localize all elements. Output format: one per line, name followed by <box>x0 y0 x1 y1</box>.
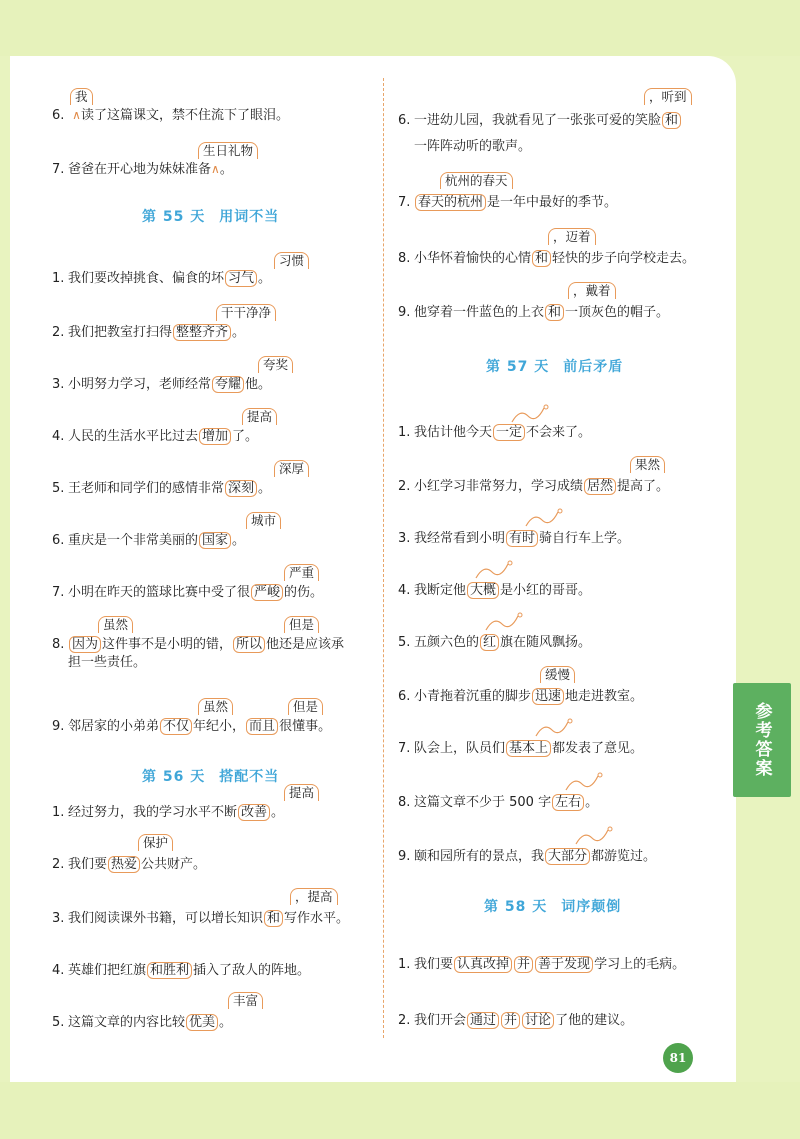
marked-word: 大概 <box>467 582 499 599</box>
sentence-text: 经过努力，我的学习水平不断 <box>68 805 238 820</box>
item-number: 7. <box>398 195 411 210</box>
answer-item <box>52 1014 232 1032</box>
sentence-text: 插入了敌人的阵地。 <box>193 963 311 978</box>
answer-item <box>398 478 669 496</box>
sentence-text: 旗在随风飘扬。 <box>500 635 592 650</box>
sentence-text: 王老师和同学们的感情非常 <box>68 481 225 496</box>
sentence-text: 地走进教室。 <box>565 689 644 704</box>
sentence-text: 小华怀着愉快的心情 <box>414 251 532 266</box>
sentence-text: 英雄们把红旗 <box>68 963 147 978</box>
item-number: 1. <box>398 425 411 440</box>
sentence-text: 这篇文章不少于 500 字 <box>414 795 552 810</box>
answer-item <box>398 582 591 600</box>
answer-item <box>52 856 206 874</box>
item-number: 6. <box>398 689 411 704</box>
insert-caret-icon: ∧ <box>72 108 81 122</box>
item-number: 1. <box>52 805 65 820</box>
section-day: 第 57 天 <box>486 359 550 375</box>
sentence-text: 他还是应该承 <box>266 637 345 652</box>
marked-word: 深刻 <box>225 480 257 497</box>
right-margin <box>736 56 800 1082</box>
marked-word: 不仅 <box>160 718 192 735</box>
sentence-text: 提高了。 <box>617 479 670 494</box>
item-number: 2. <box>52 325 65 340</box>
sentence-text: 写作水平。 <box>284 911 350 926</box>
item-number: 7. <box>52 162 65 177</box>
section-name: 前后矛盾 <box>563 359 624 375</box>
item-number: 1. <box>398 957 411 972</box>
insert-correction: 生日礼物 <box>198 142 258 159</box>
page-panel <box>10 56 736 1082</box>
answer-item <box>398 424 591 442</box>
sentence-text: 了他的建议。 <box>555 1013 634 1028</box>
item-number: 2. <box>52 857 65 872</box>
sentence-text: 我们要改掉挑食、偏食的坏 <box>68 271 225 286</box>
marked-word: 和 <box>662 112 681 129</box>
insert-correction: 保护 <box>138 834 173 851</box>
marked-word: 严峻 <box>251 584 283 601</box>
sentence-text: 队会上，队员们 <box>414 741 506 756</box>
section-name: 用词不当 <box>219 209 280 225</box>
insert-correction: 习惯 <box>274 252 309 269</box>
sentence-text: 爸爸在开心地为妹妹准备 <box>68 162 212 177</box>
section-title-57 <box>486 356 637 376</box>
sentence-text: 小青拖着沉重的脚步 <box>414 689 532 704</box>
answer-item <box>398 688 643 706</box>
sentence-text: 重庆是一个非常美丽的 <box>68 533 199 548</box>
answer-item <box>52 160 233 179</box>
sentence-text: 了。 <box>232 429 259 444</box>
marked-word: 善于发现 <box>535 956 593 973</box>
insert-correction: 严重 <box>284 564 319 581</box>
answer-item <box>398 740 643 758</box>
sentence-text: 这件事不是小明的错， <box>102 637 233 652</box>
marked-word: 居然 <box>584 478 616 495</box>
answer-item <box>398 1012 633 1030</box>
insert-correction: 城市 <box>246 512 281 529</box>
sentence-end: 。 <box>219 162 233 177</box>
insert-correction: 缓慢 <box>540 666 575 683</box>
answer-section-tab <box>733 683 791 797</box>
marked-word: 整整齐齐 <box>173 324 231 341</box>
item-number: 9. <box>52 719 65 734</box>
sentence-text: 。 <box>271 805 285 820</box>
item-number: 6. <box>52 533 65 548</box>
marked-word: 有时 <box>506 530 538 547</box>
item-number: 5. <box>52 1015 65 1030</box>
marked-word: 所以 <box>233 636 265 653</box>
insert-correction: 丰富 <box>228 992 263 1009</box>
answer-item <box>52 324 245 342</box>
insert-correction: 但是 <box>284 616 319 633</box>
answer-item <box>52 962 310 980</box>
answer-item <box>398 956 685 974</box>
answer-item <box>52 428 258 446</box>
answer-item <box>398 848 656 866</box>
sentence-text: 学习上的毛病。 <box>594 957 686 972</box>
answer-item <box>52 106 289 125</box>
marked-word: 认真改掉 <box>454 956 512 973</box>
marked-word: 大部分 <box>545 848 590 865</box>
item-number: 5. <box>398 635 411 650</box>
marked-word: 讨论 <box>522 1012 554 1029</box>
marked-word: 左右 <box>552 794 584 811</box>
sentence-text: 的伤。 <box>284 585 324 600</box>
answer-item <box>52 718 331 736</box>
sentence-text: 一顶灰色的帽子。 <box>565 305 670 320</box>
sentence-text: 。 <box>232 325 246 340</box>
marked-word: 夸耀 <box>212 376 244 393</box>
deletion-mark-icon <box>474 560 514 580</box>
item-number: 3. <box>52 377 65 392</box>
section-day: 第 56 天 <box>142 769 206 785</box>
answer-item <box>398 250 695 268</box>
marked-word: 一定 <box>493 424 525 441</box>
column-divider <box>383 78 384 1038</box>
sentence-text: 很懂事。 <box>279 719 332 734</box>
sentence-text: 。 <box>258 481 272 496</box>
marked-word: 迅速 <box>532 688 564 705</box>
sentence-text: 骑自行车上学。 <box>539 531 631 546</box>
insert-correction: 深厚 <box>274 460 309 477</box>
marked-word: 基本上 <box>506 740 551 757</box>
answer-item <box>398 304 669 322</box>
marked-word: 和 <box>532 250 551 267</box>
marked-word: 并 <box>501 1012 520 1029</box>
sentence-text: 读了这篇课文，禁不住流下了眼泪。 <box>80 108 289 123</box>
answer-item <box>52 804 284 822</box>
insert-correction: 果然 <box>630 456 665 473</box>
item-number: 4. <box>52 429 65 444</box>
deletion-mark-icon <box>574 826 614 846</box>
sentence-text: 。 <box>258 271 272 286</box>
item-number: 8. <box>398 795 411 810</box>
sentence-text: 是小红的哥哥。 <box>500 583 592 598</box>
marked-word: 增加 <box>199 428 231 445</box>
item-number: 9. <box>398 849 411 864</box>
marked-word: 热爱 <box>108 856 140 873</box>
marked-word: 并 <box>514 956 533 973</box>
sentence-text: 人民的生活水平比过去 <box>68 429 199 444</box>
sentence-text: 。 <box>585 795 599 810</box>
answer-item <box>52 376 271 394</box>
answer-item <box>398 794 598 812</box>
item-number: 7. <box>398 741 411 756</box>
insert-correction: 提高 <box>242 408 277 425</box>
item-number: 7. <box>52 585 65 600</box>
insert-correction: 杭州的春天 <box>440 172 513 189</box>
sentence-text: 一进幼儿园，我就看见了一张张可爱的笑脸 <box>414 113 662 128</box>
marked-word: 而且 <box>246 718 278 735</box>
answer-item <box>398 634 591 652</box>
marked-word: 通过 <box>467 1012 499 1029</box>
section-name: 搭配不当 <box>219 769 280 785</box>
sentence-text: 我经常看到小明 <box>414 531 506 546</box>
sentence-text: 我估计他今天 <box>414 425 493 440</box>
marked-word: 和 <box>545 304 564 321</box>
answer-item <box>52 584 323 602</box>
sentence-text: 是一年中最好的季节。 <box>487 195 618 210</box>
sentence-text: 这篇文章的内容比较 <box>68 1015 186 1030</box>
insert-correction: 干干净净 <box>216 304 276 321</box>
deletion-mark-icon <box>510 404 550 424</box>
item-number: 6. <box>52 108 65 123</box>
sentence-text: 他穿着一件蓝色的上衣 <box>414 305 545 320</box>
marked-word: 春天的杭州 <box>415 194 486 211</box>
answer-item <box>52 532 245 550</box>
deletion-mark-icon <box>484 612 524 632</box>
insert-correction: ，提高 <box>290 888 338 905</box>
sentence-text: 小明努力学习，老师经常 <box>68 377 212 392</box>
sentence-text: 颐和园所有的景点，我 <box>414 849 545 864</box>
tab-label: 参考答案 <box>751 702 772 778</box>
deletion-mark-icon <box>564 772 604 792</box>
item-number: 3. <box>52 911 65 926</box>
marked-word: 优美 <box>186 1014 218 1031</box>
insert-correction: 夸奖 <box>258 356 293 373</box>
section-title-56 <box>142 766 293 786</box>
sentence-text: 都游览过。 <box>591 849 657 864</box>
sentence-text: 小红学习非常努力，学习成绩 <box>414 479 584 494</box>
sentence-text: 担一些责任。 <box>68 655 147 670</box>
insert-correction: 提高 <box>284 784 319 801</box>
sentence-text: 小明在昨天的篮球比赛中受了很 <box>68 585 251 600</box>
insert-correction: ，听到 <box>644 88 692 105</box>
marked-word: 国家 <box>199 532 231 549</box>
sentence-text: 他。 <box>245 377 272 392</box>
deletion-mark-icon <box>524 508 564 528</box>
insert-correction: 虽然 <box>98 616 133 633</box>
sentence-text: 。 <box>219 1015 233 1030</box>
insert-caret-icon: ∧ <box>211 162 220 176</box>
item-number: 6. <box>398 113 411 128</box>
item-number: 2. <box>398 479 411 494</box>
top-band <box>0 0 800 56</box>
answer-item <box>398 194 617 212</box>
item-number: 5. <box>52 481 65 496</box>
sentence-text: 邻居家的小弟弟 <box>68 719 160 734</box>
item-number: 2. <box>398 1013 411 1028</box>
sentence-text: 我们阅读课外书籍，可以增长知识 <box>68 911 264 926</box>
answer-item <box>52 910 349 928</box>
sentence-text: 一阵阵动听的歌声。 <box>414 139 532 154</box>
sentence-text: 我们把教室打扫得 <box>68 325 173 340</box>
item-number: 4. <box>398 583 411 598</box>
bottom-band <box>0 1082 800 1139</box>
item-number: 9. <box>398 305 411 320</box>
sentence-text: 。 <box>232 533 246 548</box>
item-number: 3. <box>398 531 411 546</box>
sentence-text: 都发表了意见。 <box>552 741 644 756</box>
page-number: 81 <box>663 1043 693 1073</box>
insert-correction: 我 <box>70 88 93 105</box>
item-number: 4. <box>52 963 65 978</box>
marked-word: 因为 <box>69 636 101 653</box>
section-title-55 <box>142 206 293 226</box>
sentence-text: 五颜六色的 <box>414 635 480 650</box>
section-name: 词序颠倒 <box>561 899 622 915</box>
answer-item <box>398 530 630 548</box>
marked-word: 和 <box>264 910 283 927</box>
insert-correction: ，戴着 <box>568 282 616 299</box>
answer-item <box>52 636 344 672</box>
deletion-mark-icon <box>534 718 574 738</box>
marked-word: 习气 <box>225 270 257 287</box>
section-title-58 <box>484 896 635 916</box>
marked-word: 和胜利 <box>147 962 192 979</box>
marked-word: 改善 <box>238 804 270 821</box>
item-number: 1. <box>52 271 65 286</box>
sentence-text: 轻快的步子向学校走去。 <box>552 251 696 266</box>
sentence-text: 公共财产。 <box>141 857 207 872</box>
item-number: 8. <box>52 637 65 652</box>
marked-word: 红 <box>480 634 499 651</box>
section-day: 第 58 天 <box>484 899 548 915</box>
item-number: 8. <box>398 251 411 266</box>
insert-correction: 虽然 <box>198 698 233 715</box>
answer-item <box>398 112 682 156</box>
section-day: 第 55 天 <box>142 209 206 225</box>
sentence-text: 年纪小， <box>193 719 246 734</box>
sentence-text: 我断定他 <box>414 583 467 598</box>
insert-correction: 但是 <box>288 698 323 715</box>
answer-item <box>52 270 271 288</box>
answer-item <box>52 480 271 498</box>
sentence-text: 不会来了。 <box>526 425 592 440</box>
sentence-text: 我们开会 <box>414 1013 467 1028</box>
sentence-text: 我们要 <box>414 957 454 972</box>
sentence-text: 我们要 <box>68 857 108 872</box>
insert-correction: ，迈着 <box>548 228 596 245</box>
